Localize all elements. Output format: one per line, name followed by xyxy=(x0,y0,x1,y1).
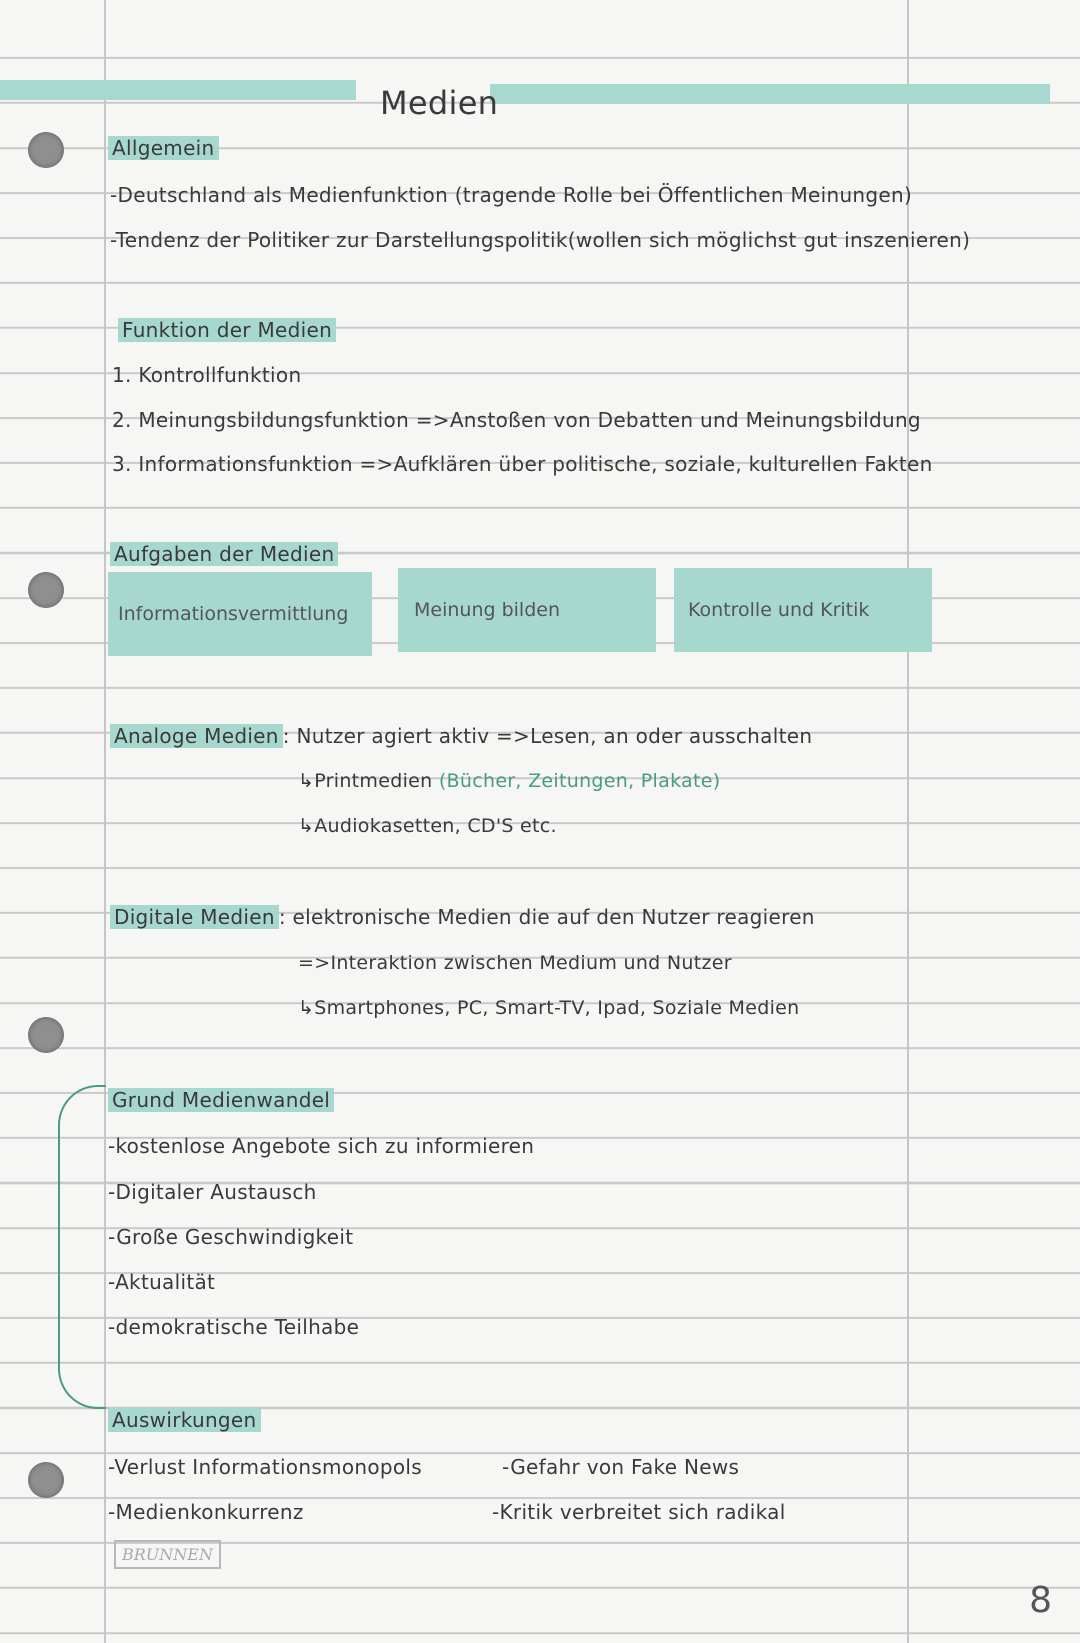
allgemein-heading: Allgemein xyxy=(108,136,219,160)
aufgabe-box: Meinung bilden xyxy=(398,568,656,652)
title-bar-right xyxy=(490,84,1050,104)
auswirkung-left: -Medienkonkurrenz xyxy=(108,1500,304,1524)
brand-logo: BRUNNEN xyxy=(114,1540,221,1569)
wandel-item: -demokratische Teilhabe xyxy=(108,1315,360,1339)
analog-line: Analoge Medien : Nutzer agiert aktiv =>Lesen, an oder ausschalten xyxy=(110,724,812,748)
connection-bracket xyxy=(58,1085,106,1409)
punch-hole xyxy=(28,1462,64,1498)
auswirkungen-heading: Auswirkungen xyxy=(108,1408,261,1432)
wandel-item: -Digitaler Austausch xyxy=(108,1180,317,1204)
allgemein-line: -Deutschland als Medienfunktion (tragende Rolle bei Öffentlichen Meinungen) xyxy=(110,183,913,207)
aufgabe-box: Kontrolle und Kritik xyxy=(674,568,932,652)
funktion-item: 3. Informationsfunktion =>Aufklären über politische, soziale, kulturellen Fakten xyxy=(112,452,933,476)
allgemein-line: -Tendenz der Politiker zur Darstellungspolitik(wollen sich möglichst gut inszenieren) xyxy=(110,228,971,252)
punch-hole xyxy=(28,572,64,608)
punch-hole xyxy=(28,132,64,168)
auswirkung-right: -Kritik verbreitet sich radikal xyxy=(492,1500,786,1524)
digital-sub: =>Interaktion zwischen Medium und Nutzer xyxy=(298,952,732,974)
analog-sub: ↳Printmedien (Bücher, Zeitungen, Plakate) xyxy=(298,770,721,792)
auswirkung-right: -Gefahr von Fake News xyxy=(502,1455,740,1479)
aufgaben-heading: Aufgaben der Medien xyxy=(110,542,338,566)
aufgabe-box: Informationsvermittlung xyxy=(108,572,372,656)
funktion-heading: Funktion der Medien xyxy=(118,318,336,342)
funktion-item: 2. Meinungsbildungsfunktion =>Anstoßen von Debatten und Meinungsbildung xyxy=(112,408,921,432)
page-number: 8 xyxy=(1029,1580,1052,1621)
funktion-item: 1. Kontrollfunktion xyxy=(112,363,302,387)
wandel-item: -Große Geschwindigkeit xyxy=(108,1225,354,1249)
page-title: Medien xyxy=(380,84,499,122)
auswirkung-left: -Verlust Informationsmonopols xyxy=(108,1455,422,1479)
wandel-heading: Grund Medienwandel xyxy=(108,1088,334,1112)
wandel-item: -kostenlose Angebote sich zu informieren xyxy=(108,1134,535,1158)
title-bar-left xyxy=(0,80,356,100)
punch-hole xyxy=(28,1017,64,1053)
wandel-item: -Aktualität xyxy=(108,1270,216,1294)
digital-line: Digitale Medien : elektronische Medien die auf den Nutzer reagieren xyxy=(110,905,815,929)
analog-sub: ↳Audiokasetten, CD'S etc. xyxy=(298,815,557,837)
digital-sub: ↳Smartphones, PC, Smart-TV, Ipad, Soziale Medien xyxy=(298,997,800,1019)
